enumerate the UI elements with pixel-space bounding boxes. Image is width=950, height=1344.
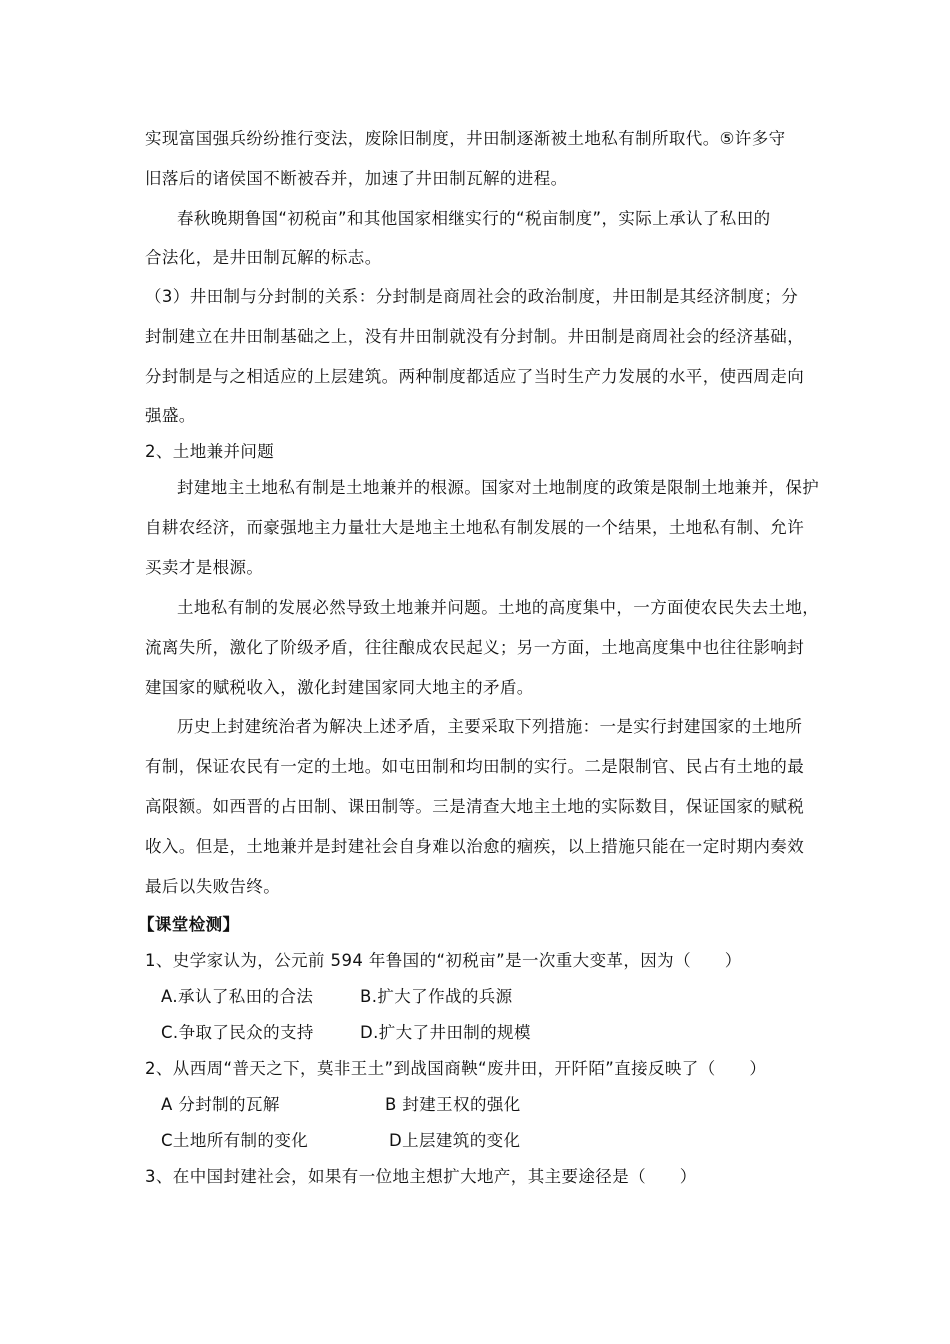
question-2-option-b: B 封建王权的强化	[385, 1095, 521, 1114]
question-2-option-d: D上层建筑的变化	[389, 1131, 521, 1150]
paragraph-4-line-1: 封建地主土地私有制是土地兼并的根源。国家对土地制度的政策是限制土地兼并，保护	[177, 478, 820, 497]
question-1-option-b: B.扩大了作战的兵源	[360, 987, 513, 1006]
question-1-option-d: D.扩大了井田制的规模	[360, 1023, 531, 1042]
paragraph-3-line-1: （3）井田制与分封制的关系：分封制是商周社会的政治制度，井田制是其经济制度；分	[145, 287, 799, 306]
paragraph-4-line-2: 自耕农经济，而豪强地主力量壮大是地主土地私有制发展的一个结果，土地私有制、允许	[145, 518, 805, 537]
section-2-heading: 2、土地兼并问题	[145, 442, 275, 461]
paragraph-1-line-2: 旧落后的诸侯国不断被吞并，加速了井田制瓦解的进程。	[145, 169, 568, 188]
paragraph-6-line-4: 收入。但是，土地兼并是封建社会自身难以治愈的痼疾，以上措施只能在一定时期内奏效	[145, 837, 805, 856]
paragraph-6-line-2: 有制，保证农民有一定的土地。如屯田制和均田制的实行。二是限制官、民占有土地的最	[145, 757, 805, 776]
paragraph-5-line-2: 流离失所，激化了阶级矛盾，往往酿成农民起义；另一方面，土地高度集中也往往影响封	[145, 638, 805, 657]
paragraph-5-line-3: 建国家的赋税收入，激化封建国家同大地主的矛盾。	[145, 678, 534, 697]
question-3-stem: 3、在中国封建社会，如果有一位地主想扩大地产，其主要途径是（ ）	[145, 1167, 697, 1186]
paragraph-1-line-1: 实现富国强兵纷纷推行变法，废除旧制度，井田制逐渐被土地私有制所取代。⑤许多守	[145, 129, 786, 148]
paragraph-3-line-4: 强盛。	[145, 406, 196, 425]
question-1-option-a: A.承认了私田的合法	[161, 987, 314, 1006]
paragraph-6-line-3: 高限额。如西晋的占田制、课田制等。三是清查大地主土地的实际数目，保证国家的赋税	[145, 797, 805, 816]
question-2-option-c: C土地所有制的变化	[161, 1131, 309, 1150]
paragraph-2-line-1: 春秋晚期鲁国“初税亩”和其他国家相继实行的“税亩制度”，实际上承认了私田的	[177, 209, 771, 228]
question-2-option-a: A 分封制的瓦解	[161, 1095, 280, 1114]
question-1-option-c: C.争取了民众的支持	[161, 1023, 314, 1042]
paragraph-5-line-1: 土地私有制的发展必然导致土地兼并问题。土地的高度集中，一方面使农民失去土地，	[177, 598, 820, 617]
paragraph-2-line-2: 合法化，是井田制瓦解的标志。	[145, 248, 382, 267]
paragraph-3-line-3: 分封制是与之相适应的上层建筑。两种制度都适应了当时生产力发展的水平，使西周走向	[145, 367, 805, 386]
paragraph-4-line-3: 买卖才是根源。	[145, 558, 264, 577]
question-2-stem: 2、从西周“普天之下，莫非王土”到战国商鞅“废井田，开阡陌”直接反映了（ ）	[145, 1059, 767, 1078]
question-1-stem: 1、史学家认为，公元前 594 年鲁国的“初税亩”是一次重大变革，因为（ ）	[145, 951, 742, 970]
paragraph-6-line-5: 最后以失败告终。	[145, 877, 281, 896]
paragraph-6-line-1: 历史上封建统治者为解决上述矛盾，主要采取下列措施：一是实行封建国家的土地所	[177, 717, 803, 736]
paragraph-3-line-2: 封制建立在井田制基础之上，没有井田制就没有分封制。井田制是商周社会的经济基础，	[145, 327, 805, 346]
quiz-heading: 【课堂检测】	[138, 915, 240, 934]
